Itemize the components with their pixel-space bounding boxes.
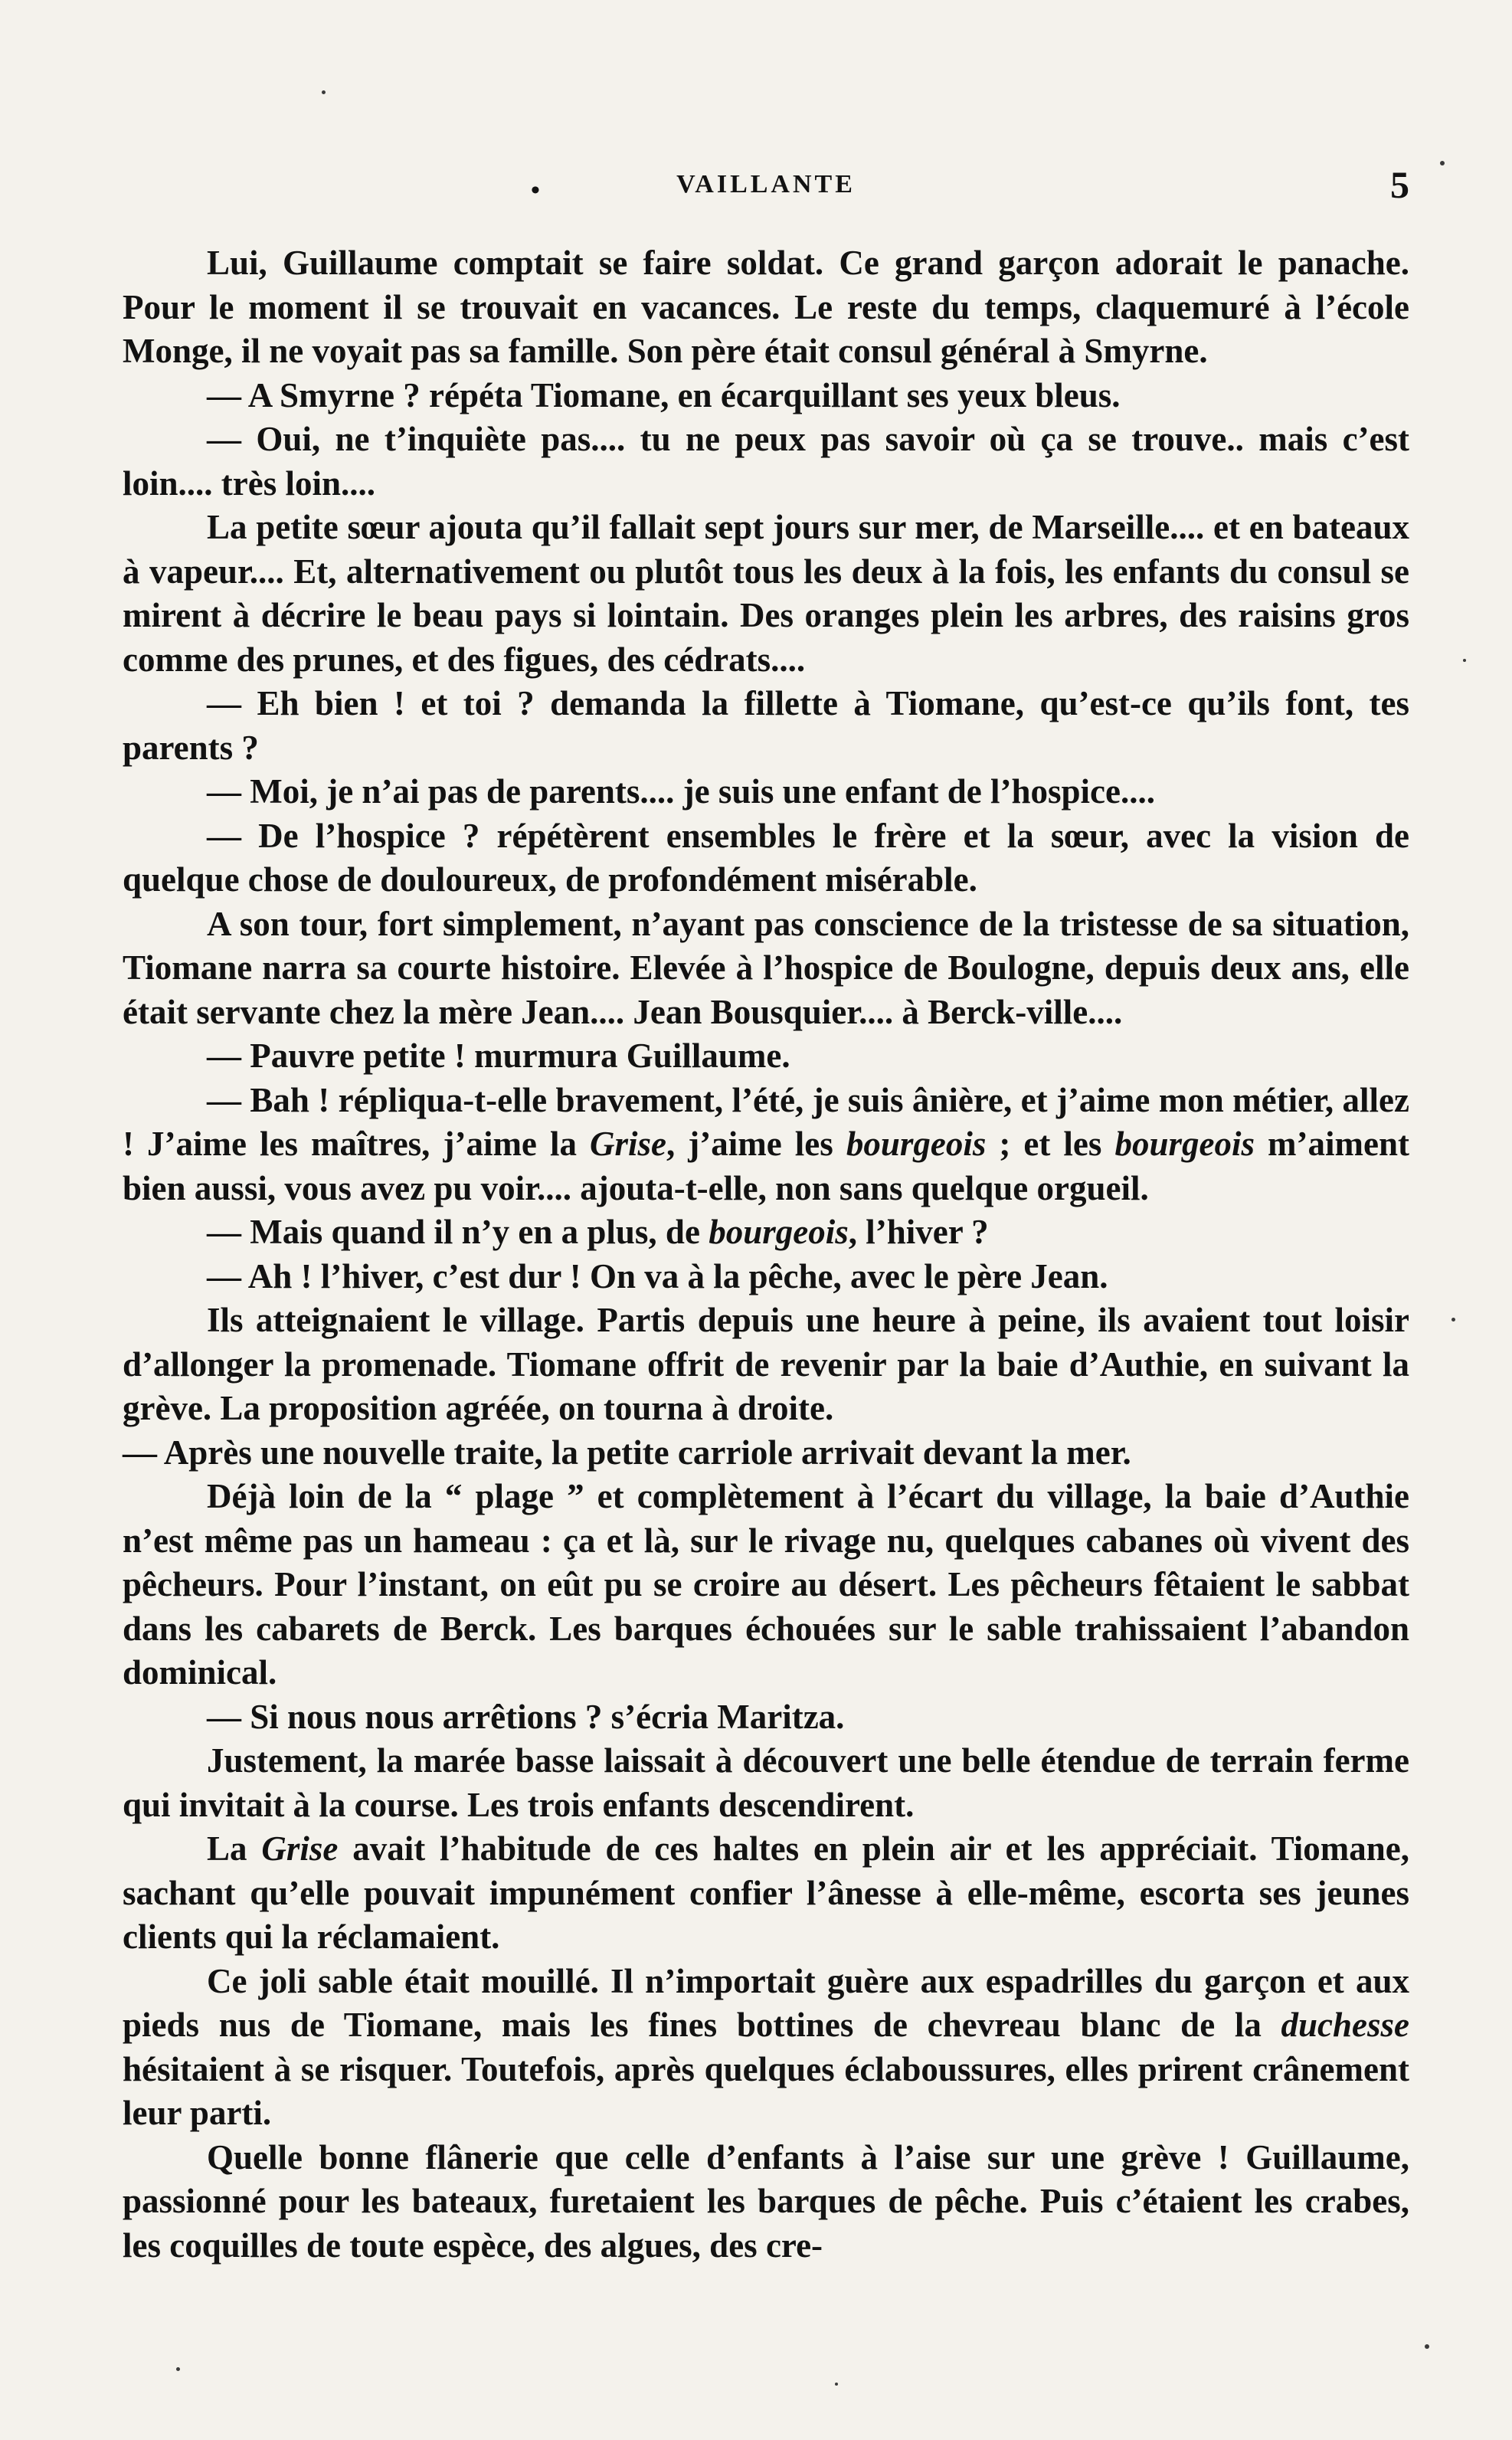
dialog-line: — De l’hospice ? répétèrent ensembles le frère et la sœur, avec la vision de quelque chose de douloureux, de profondément misérable. — [123, 816, 1409, 899]
scan-speck — [1440, 161, 1445, 165]
paragraph: Ils atteignaient le village. Partis depuis une heure à peine, ils avaient tout loisir d’allonger la promenade. Tiomane offrit de revenir par la baie d’Authie, en suivant la grève. La proposition agréée, on tourna à droite. — [123, 1301, 1409, 1427]
page-header — [123, 163, 1409, 216]
italic-word: Grise — [261, 1829, 339, 1868]
page-number: 5 — [1390, 163, 1409, 206]
italic-word: duchesse — [1281, 2006, 1409, 2044]
italic-word: bourgeois — [846, 1125, 987, 1163]
paragraph: Lui, Guillaume comptait se faire soldat. Ce grand garçon adorait le panache. Pour le moment il se trouvait en vacances. Le reste du temps, claquemuré à l’école Monge, il ne voyait pas sa famille. Son père était consul général à Smyrne. — [123, 244, 1409, 370]
italic-word: bourgeois — [1114, 1125, 1255, 1163]
dialog-line: — Mais quand il n’y en a plus, de bourgeois, l’hiver ? — [207, 1213, 989, 1251]
scan-speck — [835, 2383, 838, 2386]
body-text — [123, 241, 1409, 2268]
scan-speck — [1451, 1318, 1455, 1322]
scan-speck — [1463, 659, 1466, 662]
dialog-line: — Si nous nous arrêtions ? s’écria Maritza. — [207, 1697, 845, 1736]
scan-speck — [322, 90, 326, 94]
running-title: VAILLANTE — [676, 170, 856, 198]
paragraph: La Grise avait l’habitude de ces haltes en plein air et les appréciait. Tiomane, sachant qu’elle pouvait impunément confier l’ânesse à elle-même, escorta ses jeunes clients qui la réclamaient. — [123, 1829, 1410, 1956]
dialog-line: — Moi, je n’ai pas de parents.... je suis une enfant de l’hospice.... — [207, 772, 1155, 811]
dialog-line: — Ah ! l’hiver, c’est dur ! On va à la pêche, avec le père Jean. — [207, 1256, 1108, 1295]
paragraph: Justement, la marée basse laissait à découvert une belle étendue de terrain ferme qui invitait à la course. Les trois enfants descendirent. — [123, 1741, 1409, 1824]
scan-speck — [176, 2367, 180, 2371]
scan-speck — [1425, 2344, 1429, 2349]
dialog-line: — Eh bien ! et toi ? demanda la fillette à Tiomane, qu’est-ce qu’ils font, tes parents ? — [123, 684, 1409, 767]
paragraph: A son tour, fort simplement, n’ayant pas conscience de la tristesse de sa situation, Tiomane narra sa courte histoire. Elevée à l’hospice de Boulogne, depuis deux ans, elle était servante chez la mère Jean.... Jean Bousquier.... à Berck-ville.... — [123, 904, 1409, 1031]
italic-word: Grise — [590, 1125, 666, 1163]
dialog-line: — Pauvre petite ! murmura Guillaume. — [207, 1037, 790, 1075]
italic-word: bourgeois — [709, 1213, 849, 1251]
dialog-line: — Oui, ne t’inquiète pas.... tu ne peux pas savoir où ça se trouve.. mais c’est loin.... très loin.... — [123, 420, 1409, 503]
dialog-line: — Après une nouvelle traite, la petite carriole arrivait devant la mer. — [123, 1433, 1131, 1472]
dialog-line: — Bah ! répliqua-t-elle bravement, l’été, je suis ânière, et j’aime mon métier, allez ! J’aime les maîtres, j’aime la Grise, j’aime les bourgeois ; et les bourgeois m’aiment bien aussi, vous avez pu voir.... ajouta-t-elle, non sans quelque orgueil. — [123, 1080, 1409, 1207]
paragraph: Déjà loin de la “ plage ” et complètement à l’écart du village, la baie d’Authie n’est même pas un hameau : ça et là, sur le rivage nu, quelques cabanes où vivent des pêcheurs. Pour l’instant, on eût pu se croire au désert. Les pêcheurs fêtaient le sabbat dans les cabarets de Berck. Les barques échouées sur le sable trahissaient l’abandon dominical. — [123, 1477, 1409, 1692]
header-marker: • — [531, 176, 540, 205]
paragraph: Ce joli sable était mouillé. Il n’importait guère aux espadrilles du garçon et aux pieds nus de Tiomane, mais les fines bottines de chevreau blanc de la duchesse hésitaient à se risquer. Toutefois, après quelques éclaboussures, elles prirent crânement leur parti. — [123, 1961, 1409, 2132]
paragraph: Quelle bonne flânerie que celle d’enfants à l’aise sur une grève ! Guillaume, passionné pour les bateaux, furetaient les barques de pêche. Puis c’étaient les crabes, les coquilles de toute espèce, des algues, des cre- — [123, 2137, 1409, 2265]
paragraph: La petite sœur ajouta qu’il fallait sept jours sur mer, de Marseille.... et en bateaux à vapeur.... Et, alternativement ou plutôt tous les deux à la fois, les enfants du consul se mirent à décrire le beau pays si lointain. Des oranges plein les arbres, des raisins gros comme des prunes, et des figues, des cédrats.... — [123, 508, 1409, 679]
dialog-line: — A Smyrne ? répéta Tiomane, en écarquillant ses yeux bleus. — [207, 375, 1121, 414]
